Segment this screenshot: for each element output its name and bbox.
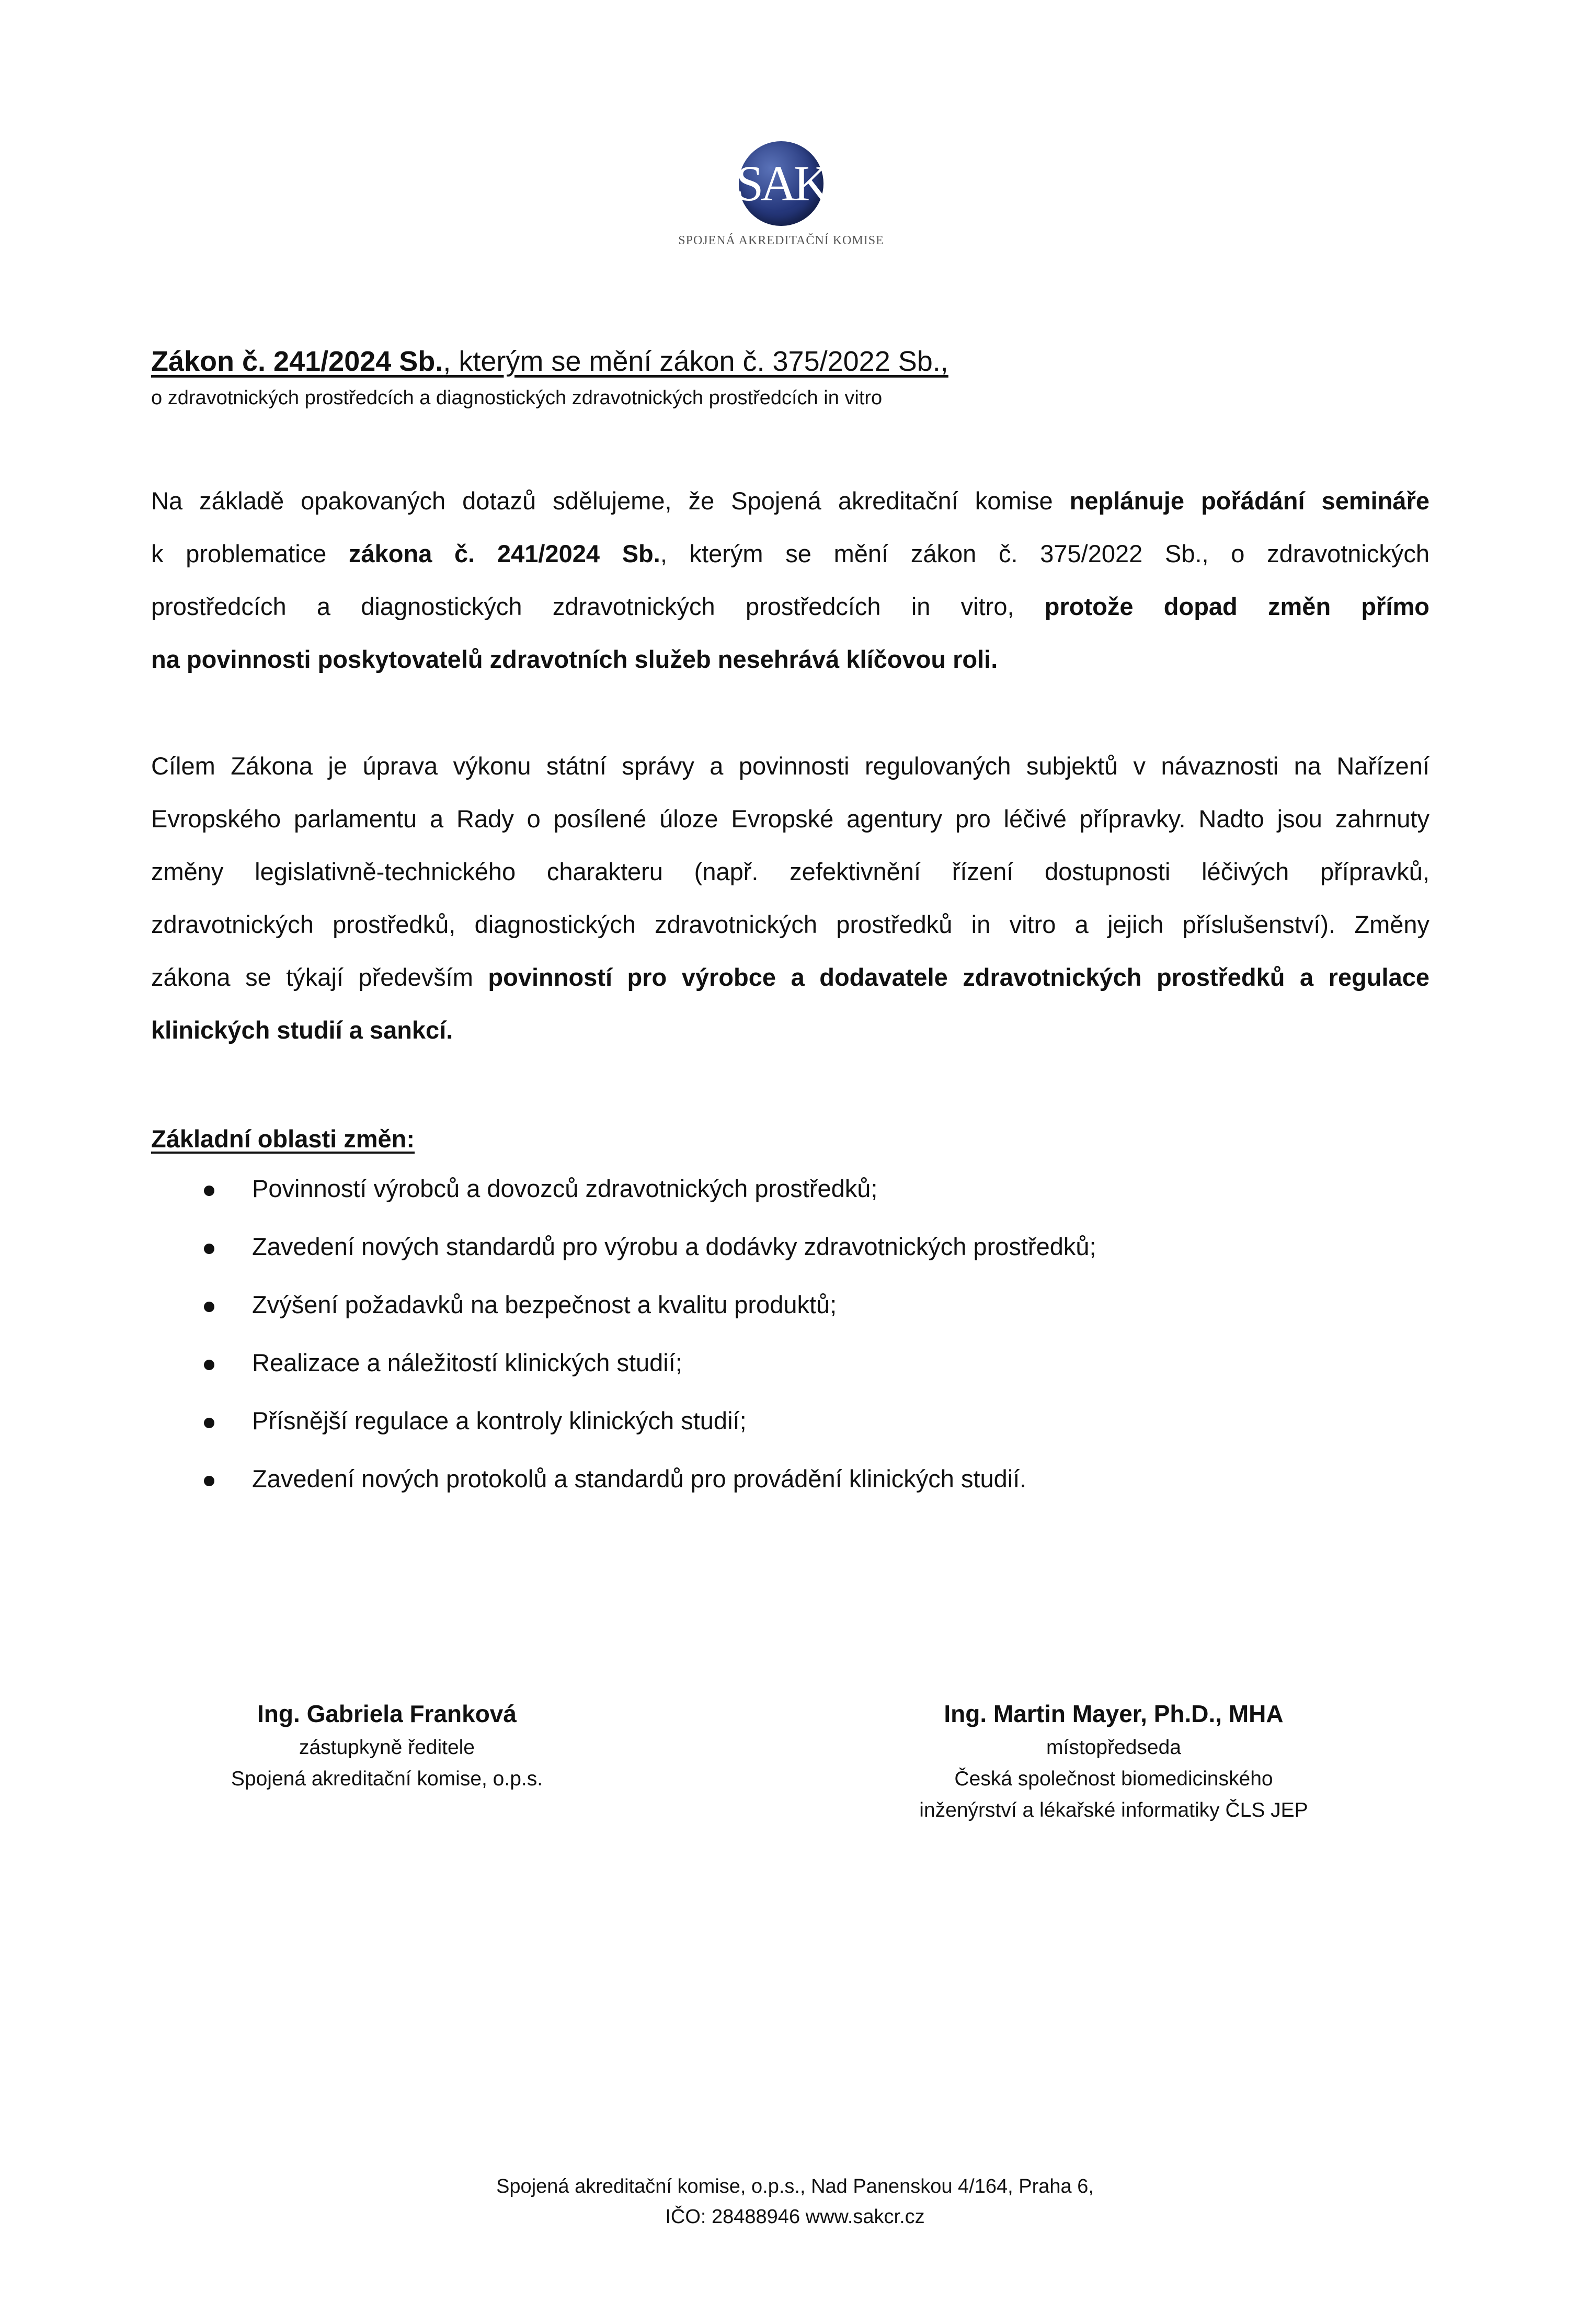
paragraph-line bbox=[151, 486, 1429, 515]
bullet-icon bbox=[204, 1302, 214, 1312]
signatory-organization-line2: inženýrství a lékařské informatiky ČLS JEP bbox=[919, 1799, 1308, 1821]
text-run-bold: zákona č. 241/2024 Sb. bbox=[349, 540, 660, 567]
paragraph-line: zdravotnických prostředků, diagnostických zdravotnických prostředků in vitro a jejich příslušenství). Změny bbox=[151, 910, 1429, 938]
text-run: , kterým se mění zákon č. 375/2022 Sb., o zdravotnických bbox=[660, 540, 1429, 567]
list-item bbox=[204, 1232, 1096, 1290]
signatory-role: zástupkyně ředitele bbox=[299, 1736, 475, 1759]
bullet-icon bbox=[204, 1186, 214, 1196]
list-item-text: Povinností výrobců a dovozců zdravotnických prostředků; bbox=[252, 1175, 878, 1202]
paragraph-line bbox=[151, 963, 1429, 992]
text-run-bold: protože dopad změn přímo bbox=[1044, 593, 1429, 620]
signatory-name: Ing. Martin Mayer, Ph.D., MHA bbox=[944, 1700, 1284, 1727]
footer-address: Spojená akreditační komise, o.p.s., Nad Panenskou 4/164, Praha 6, bbox=[496, 2175, 1094, 2197]
text-run-bold: povinností pro výrobce a dodavatele zdravotnických prostředků a regulace bbox=[488, 963, 1429, 991]
logo-text: SAK bbox=[735, 155, 827, 211]
signature-block-left bbox=[178, 1700, 596, 1795]
list-item bbox=[204, 1290, 1096, 1348]
text-run-bold: klinických studií a sankcí. bbox=[151, 1016, 453, 1044]
paragraph-line bbox=[151, 539, 1429, 568]
text-run: Na základě opakovaných dotazů sdělujeme, že Spojená akreditační komise bbox=[151, 487, 1070, 515]
signatory-role: místopředseda bbox=[1046, 1736, 1181, 1759]
bullet-icon bbox=[204, 1476, 214, 1486]
sak-logo bbox=[735, 141, 827, 226]
list-item-text: Zavedení nových standardů pro výrobu a dodávky zdravotnických prostředků; bbox=[252, 1233, 1096, 1260]
organization-name: SPOJENÁ AKREDITAČNÍ KOMISE bbox=[678, 234, 884, 247]
list-item bbox=[204, 1174, 1096, 1232]
text-run: k problematice bbox=[151, 540, 349, 567]
list-item-text: Přísnější regulace a kontroly klinických studií; bbox=[252, 1407, 747, 1434]
signatory-organization: Spojená akreditační komise, o.p.s. bbox=[231, 1768, 543, 1790]
list-item bbox=[204, 1464, 1096, 1522]
document-title bbox=[151, 345, 948, 378]
list-item-text: Zvýšení požadavků na bezpečnost a kvalitu produktů; bbox=[252, 1291, 837, 1318]
paragraph-line bbox=[151, 1016, 1429, 1044]
paragraph-line bbox=[151, 592, 1429, 621]
bullet-icon bbox=[204, 1360, 214, 1370]
bullet-icon bbox=[204, 1418, 214, 1428]
bullet-icon bbox=[204, 1244, 214, 1254]
list-item bbox=[204, 1406, 1096, 1464]
text-run-bold: neplánuje pořádání semináře bbox=[1069, 487, 1429, 515]
text-run-bold: na povinnosti poskytovatelů zdravotních služeb nesehrává klíčovou roli. bbox=[151, 645, 998, 673]
list-item-text: Zavedení nových protokolů a standardů pro provádění klinických studií. bbox=[252, 1465, 1027, 1493]
section-title: Základní oblasti změn: bbox=[151, 1125, 415, 1153]
document-subtitle: o zdravotnických prostředcích a diagnostických zdravotnických prostředcích in vitro bbox=[151, 387, 883, 409]
list-item-text: Realizace a náležitostí klinických studií; bbox=[252, 1349, 682, 1376]
title-rest: , kterým se mění zákon č. 375/2022 Sb., bbox=[443, 346, 948, 377]
paragraph-line bbox=[151, 645, 1429, 674]
text-run: prostředcích a diagnostických zdravotnických prostředcích in vitro, bbox=[151, 593, 1045, 620]
paragraph-line: Evropského parlamentu a Rady o posílené úloze Evropské agentury pro léčivé přípravky. Nadto jsou zahrnuty bbox=[151, 805, 1429, 833]
footer-contact: IČO: 28488946 www.sakcr.cz bbox=[665, 2206, 925, 2228]
signature-block-right bbox=[878, 1700, 1349, 1826]
paragraph-line: Cílem Zákona je úprava výkonu státní správy a povinnosti regulovaných subjektů v návaznosti na Nařízení bbox=[151, 752, 1429, 780]
text-run: zákona se týkají především bbox=[151, 963, 488, 991]
list-item bbox=[204, 1348, 1096, 1406]
changes-list bbox=[204, 1174, 1096, 1522]
signatory-organization: Česká společnost biomedicinského bbox=[954, 1768, 1273, 1790]
law-reference: Zákon č. 241/2024 Sb. bbox=[151, 346, 443, 377]
signatory-name: Ing. Gabriela Franková bbox=[257, 1700, 517, 1727]
paragraph-line: změny legislativně-technického charakteru (např. zefektivnění řízení dostupnosti léčivých přípravků, bbox=[151, 858, 1429, 885]
